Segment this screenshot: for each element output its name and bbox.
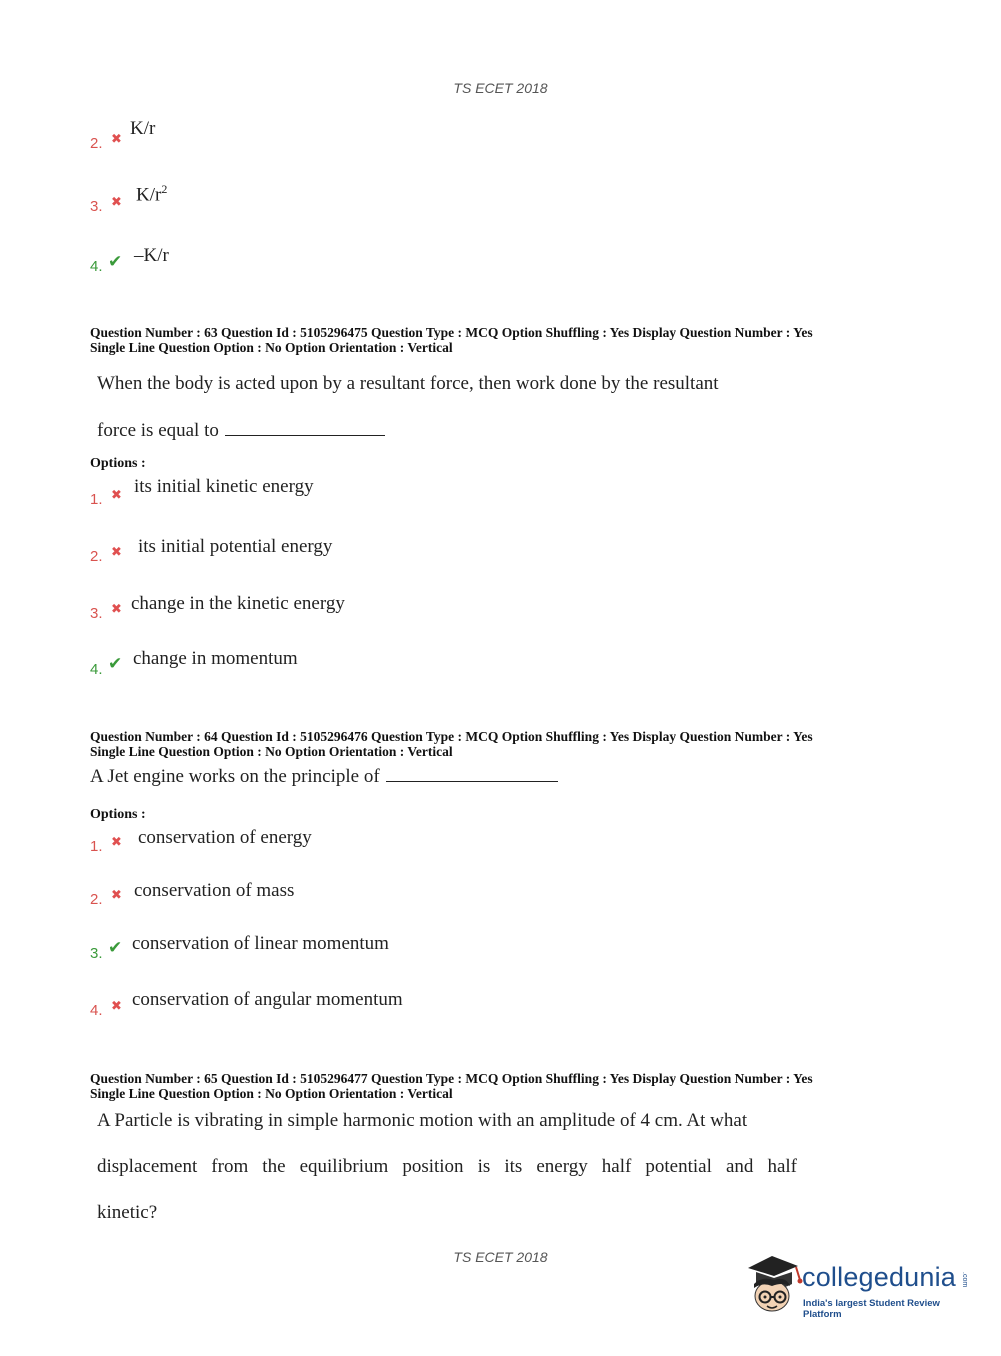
question-text-line: When the body is acted upon by a resultant force, then work done by the resultant <box>97 373 719 394</box>
question-meta <box>90 325 813 355</box>
wrong-icon: ✖ <box>111 132 122 147</box>
question-meta-line2: Single Line Question Option : No Option Orientation : Vertical <box>90 1086 453 1101</box>
option-number: 2. <box>90 548 103 565</box>
question-meta <box>90 1071 813 1101</box>
option-number: 4. <box>90 1002 103 1019</box>
option-number: 1. <box>90 838 103 855</box>
answer-blank <box>386 780 558 782</box>
wrong-icon: ✖ <box>111 545 122 560</box>
option-item <box>90 180 390 215</box>
mascot-icon <box>742 1250 804 1320</box>
option-text: change in momentum <box>133 648 298 669</box>
correct-check-icon: ✔ <box>108 654 123 674</box>
correct-check-icon: ✔ <box>108 938 123 958</box>
question-meta <box>90 729 813 759</box>
question-meta-line1: Question Number : 65 Question Id : 5105296477 Question Type : MCQ Option Shuffling : Yes Display Question Number : Yes <box>90 1071 813 1086</box>
option-number: 3. <box>90 605 103 622</box>
option-number: 3. <box>90 198 103 215</box>
question-text-line <box>97 420 385 442</box>
option-number: 2. <box>90 891 103 908</box>
option-text: conservation of energy <box>138 827 312 848</box>
option-text: K/r <box>130 118 156 139</box>
option-item <box>90 118 390 152</box>
question-text: force is equal to <box>97 420 219 441</box>
option-item <box>90 933 490 963</box>
logo-wordmark: collegedunia <box>802 1262 957 1292</box>
option-text: –K/r <box>134 245 169 266</box>
logo-domain-suffix: .com <box>961 1272 968 1288</box>
wrong-icon: ✖ <box>111 835 122 850</box>
option-item <box>90 593 490 623</box>
collegedunia-logo <box>742 1250 972 1320</box>
option-text: its initial potential energy <box>138 536 333 557</box>
page-footer: TS ECET 2018 <box>453 1249 548 1265</box>
option-text: conservation of angular momentum <box>132 989 403 1010</box>
question-meta-line1: Question Number : 64 Question Id : 5105296476 Question Type : MCQ Option Shuffling : Yes Display Question Number : Yes <box>90 729 813 744</box>
option-text-base: K/r <box>136 184 162 206</box>
question-meta-line2: Single Line Question Option : No Option Orientation : Vertical <box>90 340 453 355</box>
option-text: change in the kinetic energy <box>131 593 345 614</box>
option-item <box>90 827 490 857</box>
option-number: 1. <box>90 491 103 508</box>
question-text-line: A Particle is vibrating in simple harmonic motion with an amplitude of 4 cm. At what <box>97 1110 748 1131</box>
wrong-icon: ✖ <box>111 999 122 1014</box>
option-number: 4. <box>90 258 103 275</box>
logo-tagline: India's largest Student Review Platform <box>803 1298 940 1320</box>
question-text: A Jet engine works on the principle of <box>90 766 380 787</box>
option-number: 3. <box>90 945 103 962</box>
wrong-icon: ✖ <box>111 888 122 903</box>
option-item <box>90 989 490 1019</box>
option-item <box>90 536 490 566</box>
option-text-sup: 2 <box>161 182 168 196</box>
option-text <box>136 182 167 206</box>
option-number: 4. <box>90 661 103 678</box>
page-header: TS ECET 2018 <box>453 80 548 96</box>
option-item <box>90 476 490 506</box>
option-text: conservation of mass <box>134 880 295 901</box>
wrong-icon: ✖ <box>111 195 122 210</box>
question-meta-line1: Question Number : 63 Question Id : 5105296475 Question Type : MCQ Option Shuffling : Yes Display Question Number : Yes <box>90 325 813 340</box>
option-text: its initial kinetic energy <box>134 476 314 497</box>
correct-check-icon: ✔ <box>108 252 123 272</box>
options-label: Options : <box>90 807 146 822</box>
option-text: conservation of linear momentum <box>132 933 389 954</box>
wrong-icon: ✖ <box>111 488 122 503</box>
option-number: 2. <box>90 135 103 152</box>
question-meta-line2: Single Line Question Option : No Option Orientation : Vertical <box>90 744 453 759</box>
question-text-line: kinetic? <box>97 1202 158 1223</box>
question-text-line <box>90 766 558 788</box>
question-text-line: displacement from the equilibrium position is its energy half potential and half <box>97 1156 797 1177</box>
option-item <box>90 880 490 910</box>
answer-blank <box>225 434 385 436</box>
option-item <box>90 648 490 678</box>
option-item <box>90 245 390 275</box>
wrong-icon: ✖ <box>111 602 122 617</box>
options-label: Options : <box>90 456 146 471</box>
